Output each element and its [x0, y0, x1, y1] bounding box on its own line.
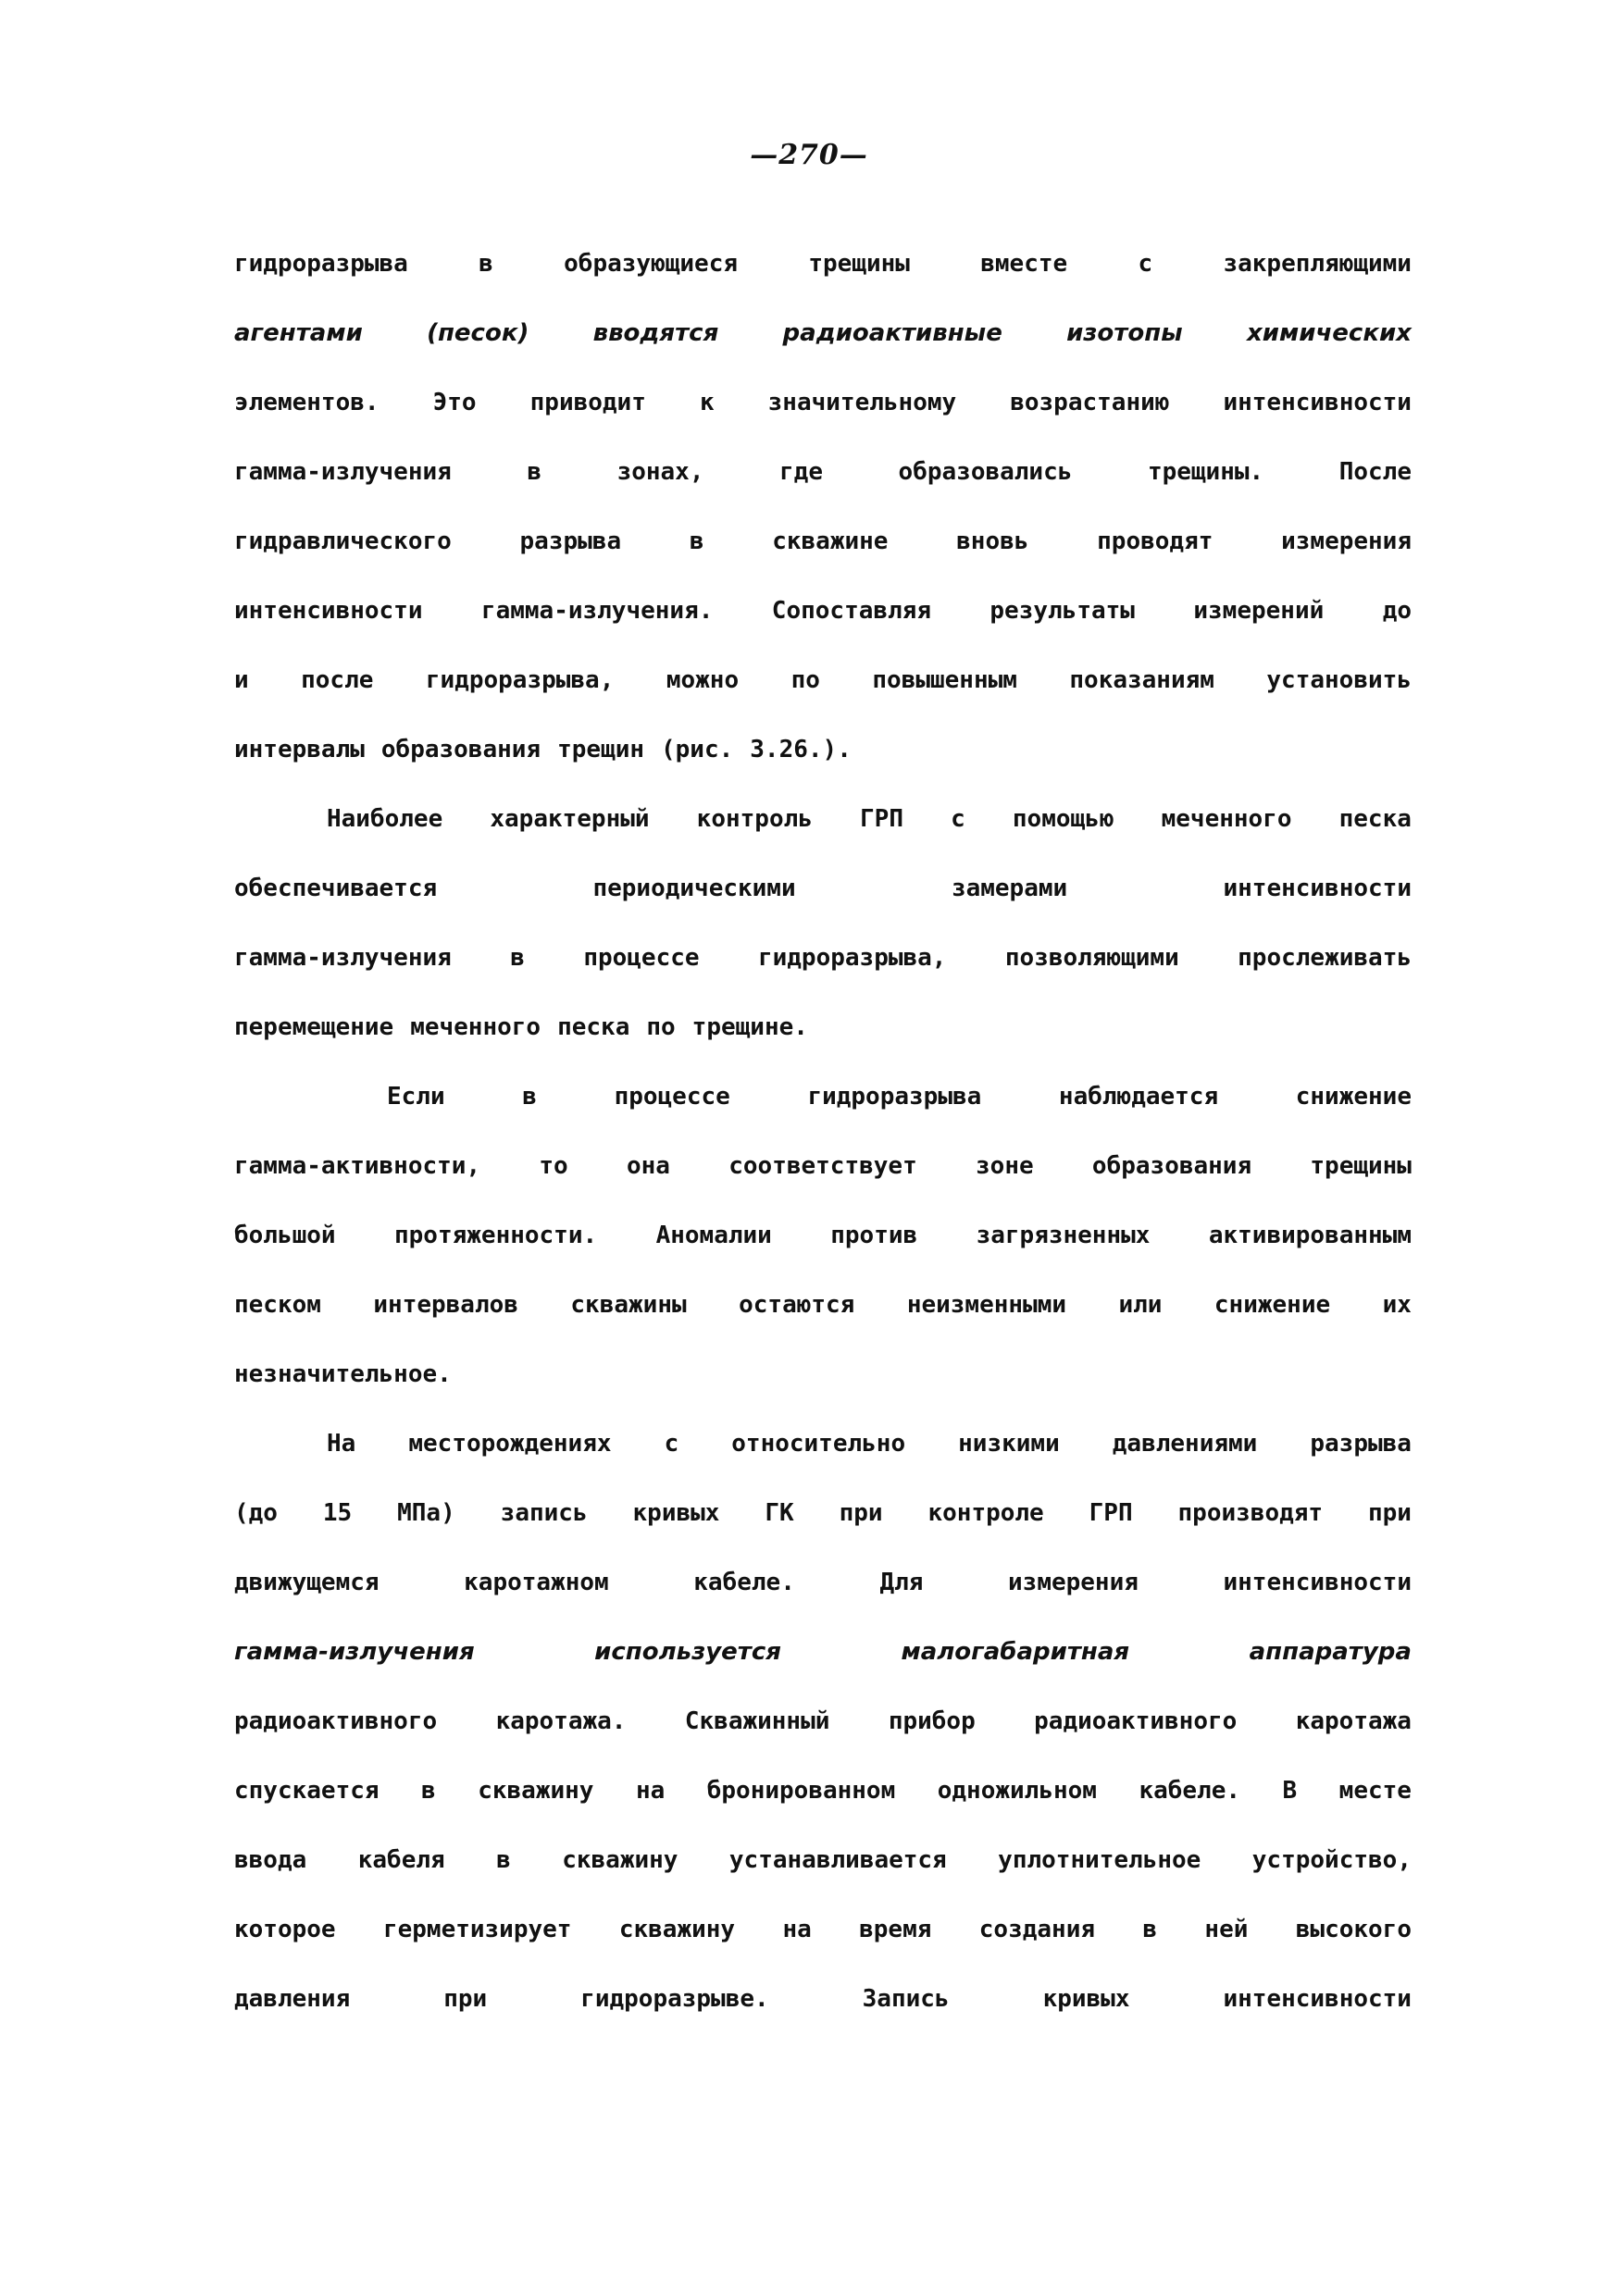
- text-line: [234, 1846, 1412, 1916]
- word: процессе: [614, 1083, 730, 1111]
- word: то: [539, 1152, 568, 1180]
- word: интенсивности: [1223, 389, 1412, 416]
- word: приводит: [529, 389, 646, 416]
- word: соответствует: [728, 1152, 917, 1180]
- word: гидроразрыва: [807, 1083, 982, 1111]
- word: в: [522, 1083, 537, 1111]
- text-line: [234, 597, 1412, 666]
- word: интенсивности: [1223, 875, 1412, 902]
- word: ГРП: [860, 805, 903, 833]
- word: гамма-излучения: [234, 458, 452, 486]
- word: кабеле.: [1139, 1777, 1241, 1805]
- word: На: [327, 1430, 356, 1458]
- word: гидравлического: [234, 527, 452, 555]
- word: 15: [322, 1499, 353, 1527]
- word: герметизирует: [382, 1916, 572, 1943]
- word: относительно: [731, 1430, 906, 1458]
- word: После: [1338, 458, 1412, 486]
- word: с: [664, 1430, 679, 1458]
- word: месте: [1338, 1777, 1412, 1805]
- word: процессе: [583, 944, 700, 972]
- word: месторождениях: [408, 1430, 612, 1458]
- word: к: [699, 389, 715, 416]
- word: разрыва: [519, 527, 622, 555]
- word: образовались: [898, 458, 1073, 486]
- text-line: [234, 1985, 1412, 2054]
- word: перемещение: [234, 1013, 394, 1041]
- word: давления: [234, 1985, 351, 2013]
- word: скважине: [772, 527, 889, 555]
- word: остаются: [739, 1291, 855, 1319]
- body-text: [234, 250, 1412, 2054]
- word: трещины.: [1147, 458, 1264, 486]
- word: незначительное.: [234, 1360, 452, 1388]
- word: снижение: [1295, 1083, 1412, 1111]
- word: (песок): [427, 319, 529, 347]
- word: вновь: [956, 527, 1029, 555]
- word: Сопоставляя: [771, 597, 931, 625]
- text-line: [234, 527, 1412, 597]
- word: где: [779, 458, 823, 486]
- word: Скважинный: [684, 1707, 830, 1735]
- word: зоне: [976, 1152, 1034, 1180]
- text-line: [234, 1013, 1412, 1083]
- word: каротажном: [464, 1569, 609, 1596]
- word: возрастанию: [1010, 389, 1170, 416]
- word: значительному: [767, 389, 957, 416]
- word: в: [479, 250, 493, 278]
- word: на: [635, 1777, 666, 1805]
- word: создания: [978, 1916, 1096, 1943]
- word: наблюдается: [1058, 1083, 1219, 1111]
- word: элементов.: [234, 389, 380, 416]
- word: меченного: [410, 1013, 541, 1041]
- word: или: [1118, 1291, 1163, 1319]
- word: кабеля: [357, 1846, 445, 1874]
- word: помощью: [1012, 805, 1114, 833]
- word: образующиеся: [564, 250, 738, 278]
- word: до: [1382, 597, 1412, 625]
- word: обеспечивается: [234, 875, 438, 902]
- text-line: [234, 389, 1412, 458]
- text-line: [234, 1499, 1412, 1569]
- word: по: [646, 1013, 676, 1041]
- word: скважину: [478, 1777, 594, 1805]
- word: при: [1368, 1499, 1412, 1527]
- word: вместе: [980, 250, 1068, 278]
- word: спускается: [234, 1777, 380, 1805]
- word: бронированном: [706, 1777, 896, 1805]
- word: химических: [1246, 319, 1412, 347]
- word: каротажа.: [495, 1707, 627, 1735]
- word: трещин: [557, 736, 644, 763]
- word: низкими: [958, 1430, 1060, 1458]
- word: песка: [1338, 805, 1412, 833]
- word: производят: [1177, 1499, 1324, 1527]
- word: Наиболее: [327, 805, 443, 833]
- word: измерения: [1008, 1569, 1139, 1596]
- word: на: [782, 1916, 812, 1943]
- word: используется: [594, 1638, 781, 1666]
- word: меченного: [1161, 805, 1292, 833]
- word: трещины: [1310, 1152, 1412, 1180]
- word: ГРП: [1089, 1499, 1133, 1527]
- word: интервалов: [373, 1291, 518, 1319]
- text-line: [234, 944, 1412, 1013]
- word: агентами: [234, 319, 363, 347]
- word: проводят: [1097, 527, 1214, 555]
- word: давлениями: [1112, 1430, 1258, 1458]
- word: характерный: [490, 805, 650, 833]
- text-line: [234, 805, 1412, 875]
- word: можно: [666, 666, 740, 694]
- word: после: [301, 666, 374, 694]
- word: в: [1142, 1916, 1158, 1943]
- word: гидроразрыва,: [757, 944, 947, 972]
- text-line: [234, 666, 1412, 736]
- word: гамма-излучения: [234, 944, 452, 972]
- word: активированным: [1208, 1222, 1412, 1249]
- word: радиоактивного: [1034, 1707, 1238, 1735]
- word: в: [496, 1846, 511, 1874]
- word: интервалы: [234, 736, 365, 763]
- word: кривых: [632, 1499, 720, 1527]
- word: малогабаритная: [901, 1638, 1130, 1666]
- word: в: [510, 944, 525, 972]
- word: периодическими: [592, 875, 796, 902]
- text-line: [234, 1291, 1412, 1360]
- word: прослеживать: [1238, 944, 1412, 972]
- word: скважину: [562, 1846, 678, 1874]
- text-line: [234, 1152, 1412, 1222]
- word: прибор: [888, 1707, 976, 1735]
- word: Запись: [862, 1985, 950, 2013]
- word: которое: [234, 1916, 336, 1943]
- word: изотопы: [1066, 319, 1183, 347]
- word: образования: [380, 736, 541, 763]
- text-line: [234, 1360, 1412, 1430]
- word: в: [421, 1777, 436, 1805]
- word: 3.26.).: [750, 736, 852, 763]
- word: В: [1282, 1777, 1298, 1805]
- word: интенсивности: [1223, 1985, 1412, 2013]
- word: гидроразрыва: [234, 250, 408, 278]
- word: МПа): [397, 1499, 455, 1527]
- word: (до: [234, 1499, 278, 1527]
- word: устанавливается: [728, 1846, 947, 1874]
- word: измерения: [1281, 527, 1412, 555]
- word: аппаратура: [1249, 1638, 1412, 1666]
- word: радиоактивного: [234, 1707, 438, 1735]
- text-line: [234, 1777, 1412, 1846]
- word: их: [1382, 1291, 1412, 1319]
- word: по: [790, 666, 820, 694]
- word: замерами: [951, 875, 1068, 902]
- word: трещины: [808, 250, 910, 278]
- text-line: [234, 458, 1412, 527]
- word: каротажа: [1295, 1707, 1412, 1735]
- word: интенсивности: [1223, 1569, 1412, 1596]
- word: ней: [1204, 1916, 1249, 1943]
- word: повышенным: [872, 666, 1017, 694]
- text-line: [234, 1707, 1412, 1777]
- text-line: [234, 736, 1412, 805]
- word: закрепляющими: [1223, 250, 1412, 278]
- word: гидроразрыве.: [580, 1985, 769, 2013]
- text-line: [234, 1430, 1412, 1499]
- text-line: [234, 250, 1412, 319]
- word: Это: [432, 389, 477, 416]
- word: показаниям: [1069, 666, 1214, 694]
- word: образования: [1091, 1152, 1252, 1180]
- word: протяженности.: [394, 1222, 598, 1249]
- text-line: [234, 875, 1412, 944]
- word: одножильном: [937, 1777, 1097, 1805]
- word: трещине.: [691, 1013, 808, 1041]
- word: (рис.: [661, 736, 734, 763]
- word: в: [689, 527, 704, 555]
- text-line: [234, 319, 1412, 389]
- word: песка: [557, 1013, 630, 1041]
- word: позволяющими: [1004, 944, 1179, 972]
- word: разрыва: [1310, 1430, 1412, 1458]
- word: скважины: [570, 1291, 687, 1319]
- word: уплотнительное: [998, 1846, 1201, 1874]
- text-line: [234, 1916, 1412, 1985]
- word: с: [1138, 250, 1153, 278]
- word: в: [527, 458, 542, 486]
- page-number: —270—: [750, 139, 868, 171]
- word: гамма-излучения: [234, 1638, 475, 1666]
- word: время: [859, 1916, 932, 1943]
- word: снижение: [1214, 1291, 1331, 1319]
- word: кабеле.: [693, 1569, 795, 1596]
- word: вводятся: [592, 319, 719, 347]
- text-line: [234, 1222, 1412, 1291]
- word: измерений: [1193, 597, 1325, 625]
- word: зонах,: [616, 458, 704, 486]
- word: контроль: [696, 805, 813, 833]
- word: против: [830, 1222, 918, 1249]
- word: ГК: [765, 1499, 794, 1527]
- word: гидроразрыва,: [425, 666, 615, 694]
- word: движущемся: [234, 1569, 380, 1596]
- word: ввода: [234, 1846, 307, 1874]
- word: с: [951, 805, 965, 833]
- text-line: [234, 1638, 1412, 1707]
- word: Аномалии: [655, 1222, 772, 1249]
- word: гамма-излучения.: [480, 597, 714, 625]
- text-line: [234, 1569, 1412, 1638]
- word: высокого: [1295, 1916, 1412, 1943]
- word: она: [626, 1152, 670, 1180]
- word: устройство,: [1251, 1846, 1412, 1874]
- text-line: [234, 1083, 1412, 1152]
- word: Для: [879, 1569, 924, 1596]
- word: радиоактивные: [782, 319, 1002, 347]
- word: большой: [234, 1222, 336, 1249]
- word: кривых: [1042, 1985, 1130, 2013]
- word: загрязненных: [976, 1222, 1151, 1249]
- word: результаты: [989, 597, 1135, 625]
- word: интенсивности: [234, 597, 423, 625]
- word: при: [839, 1499, 883, 1527]
- word: Если: [387, 1083, 445, 1111]
- word: гамма-активности,: [234, 1152, 481, 1180]
- word: контроле: [927, 1499, 1044, 1527]
- word: скважину: [618, 1916, 736, 1943]
- word: песком: [234, 1291, 321, 1319]
- word: при: [443, 1985, 488, 2013]
- word: установить: [1266, 666, 1412, 694]
- word: неизменными: [906, 1291, 1066, 1319]
- word: и: [234, 666, 249, 694]
- word: запись: [500, 1499, 588, 1527]
